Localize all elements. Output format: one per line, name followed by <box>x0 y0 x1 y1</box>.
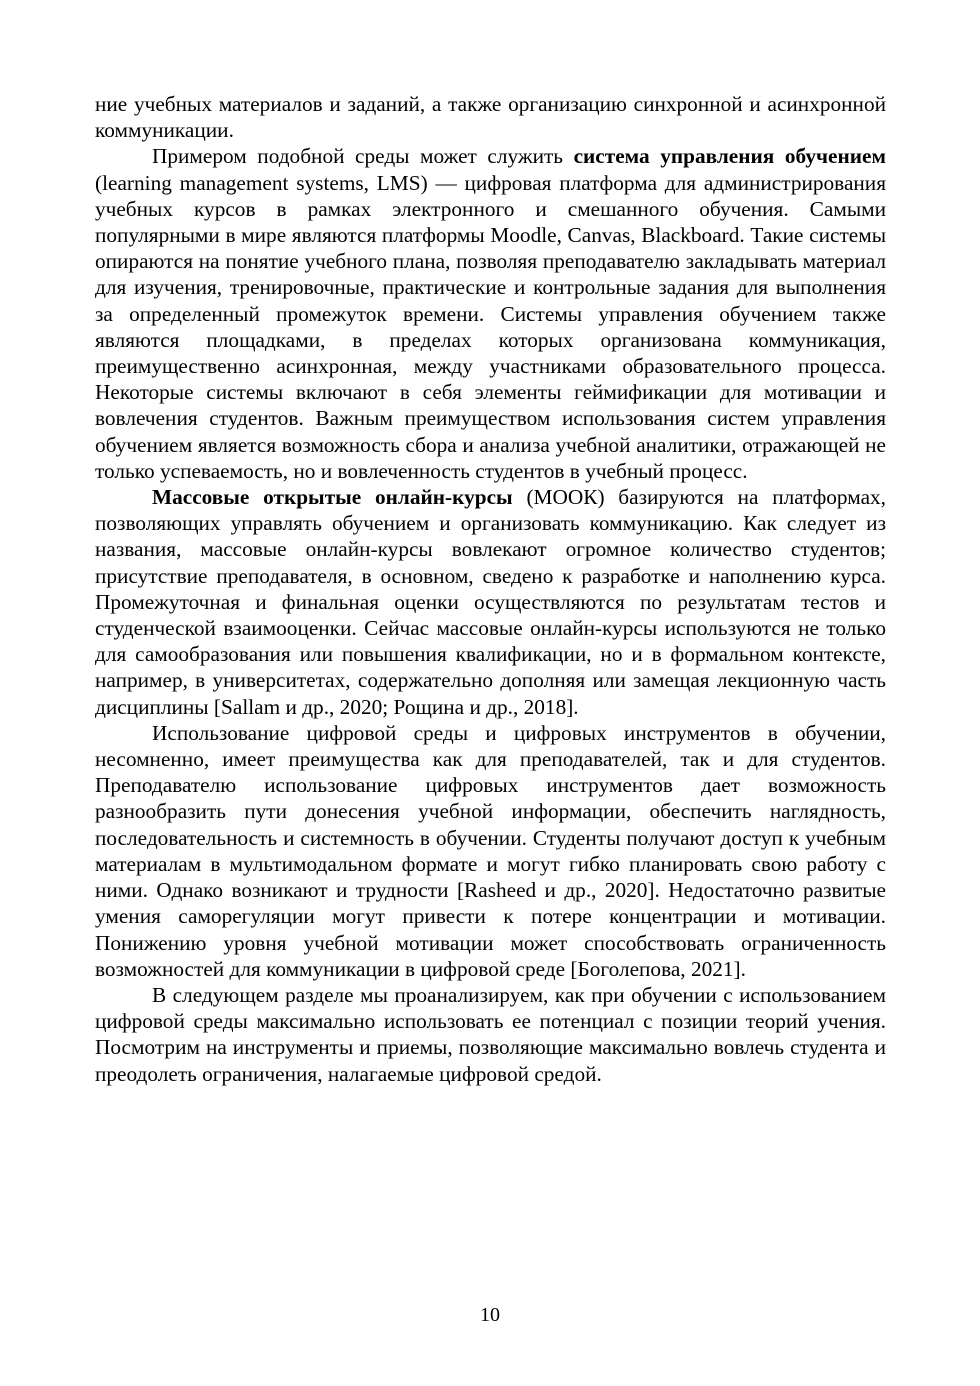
paragraph-text: (МООК) базируются на платформах, позволяющих управлять обучением и организовать коммуникацию. Как следует из названия, массовые онлайн-курсы вовлекают огромное количество студентов; присутствие преподавателя, в основном, сведено к разработке и наполнению курса. Промежуточная и финальная оценки осуществляются по результатам тестов и студенческой взаимооценки. Сейчас массовые онлайн-курсы используются не только для самообразования или повышения квалификации, но и в формальном контексте, например, в университетах, содержательно дополняя или замещая лекционную часть дисциплины [Sallam и др., 2020; Рощина и др., 2018]. <box>95 485 886 719</box>
paragraph-text: ние учебных материалов и заданий, а также организацию синхронной и асинхронной коммуникации. <box>95 92 886 143</box>
bold-term-lms: система управления обучением <box>573 144 886 169</box>
paragraph-lead: Примером подобной среды может служить <box>152 144 574 169</box>
paragraph-mooc <box>95 484 886 720</box>
paragraph-text: Использование цифровой среды и цифровых инструментов в обучении, несомненно, имеет преимущества как для преподавателей, так и для студентов. Преподавателю использование цифровых инструментов дает возможность разнообразить пути донесения учебной информации, обеспечить наглядность, последовательность и системность в обучении. Студенты получают доступ к учебным материалам в мультимодальном формате и могут гибко планировать свою работу с ними. Однако возникают и трудности [Rasheed и др., 2020]. Недостаточно развитые умения саморегуляции могут привести к потере концентрации и мотивации. Понижению уровня учебной мотивации может способствовать ограниченность возможностей для коммуникации в цифровой среде [Боголепова, 2021]. <box>95 720 886 981</box>
paragraph-next-section <box>95 982 886 1087</box>
paragraph-text: (learning management systems, LMS) — цифровая платформа для администрирования учебных курсов в рамках электронного и смешанного обучения. Самыми популярными в мире являются платформы Moodle, Canvas, Blackboard. Такие системы опираются на понятие учебного плана, позволяя преподавателю закладывать материал для изучения, тренировочные, практические и контрольные задания для выполнения за определенный промежуток времени. Системы управления обучением также являются площадками, в пределах которых организована коммуникация, преимущественно асинхронная, между участниками образовательного процесса. Некоторые системы включают в себя элементы геймификации для мотивации и вовлечения студентов. Важным преимуществом использования систем управления обучением является возможность сбора и анализа учебной аналитики, отражающей не только успеваемость, но и вовлеченность студентов в учебный процесс. <box>95 170 886 483</box>
paragraph-lms <box>95 143 886 484</box>
page-number: 10 <box>480 1304 500 1326</box>
bold-term-mooc: Массовые открытые онлайн-курсы <box>152 485 513 510</box>
page-body <box>95 91 886 1087</box>
paragraph-continuation <box>95 91 886 143</box>
paragraph-digital-tools <box>95 720 886 982</box>
paragraph-text: В следующем разделе мы проанализируем, как при обучении с использованием цифровой среды максимально использовать ее потенциал с позиции теорий учения. Посмотрим на инструменты и приемы, позволяющие максимально вовлечь студента и преодолеть ограничения, налагаемые цифровой средой. <box>95 982 886 1086</box>
